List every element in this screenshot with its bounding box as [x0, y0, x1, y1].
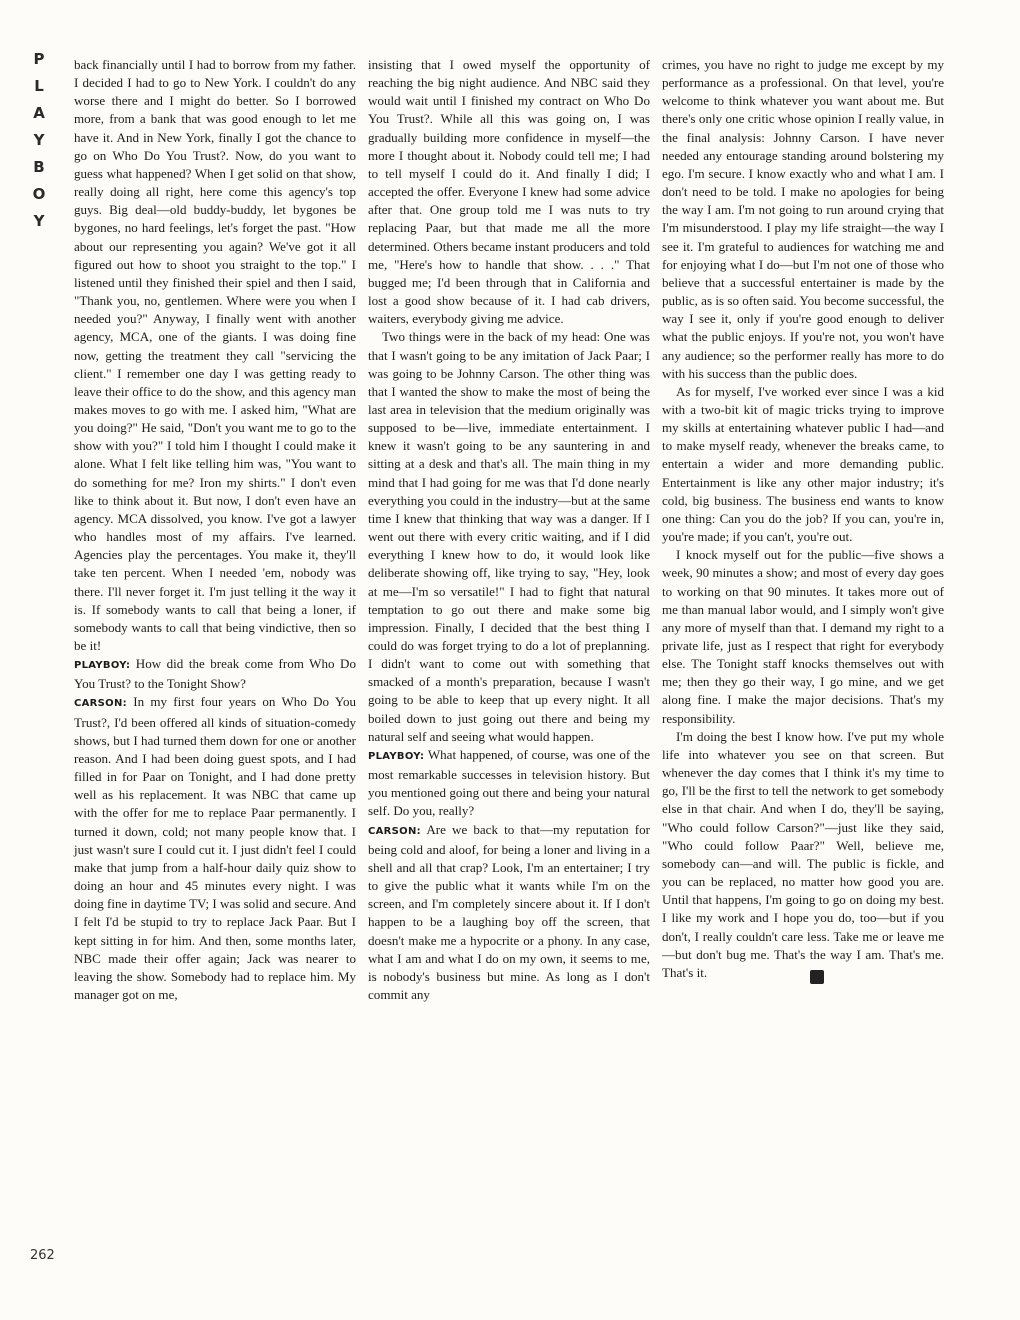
magazine-name-letter: O [32, 185, 46, 203]
question-paragraph [368, 746, 650, 821]
text-column-3 [662, 56, 944, 984]
rabbit-head-icon: ● [810, 970, 824, 984]
speaker-label-playboy: PLAYBOY: [368, 750, 425, 762]
magazine-name-letter: B [33, 158, 45, 176]
magazine-name-letter: Y [33, 212, 45, 230]
text-column-1 [74, 56, 356, 1004]
text-column-2 [368, 56, 650, 1004]
speaker-label-carson: CARSON: [74, 698, 127, 710]
paragraph [662, 728, 944, 984]
question-text: What happened, of course, was one of the most remarkable successes in television history. But you mentioned going out there and being your natural self. Do you, really? [368, 746, 650, 819]
paragraph: As for myself, I've worked ever since I was a kid with a two-bit kit of magic tricks trying to improve my skills at entertaining whatever public I had—and to make myself ready, whenever the breaks came, to entertain a wider and more demanding public. Entertainment is like any other major industry; it's cold, big business. The business end wants to know one thing: Can you do the job? If you can, you're in, you're made; if you can't, you're out. [662, 383, 944, 545]
answer-paragraph [368, 821, 650, 1005]
question-text: How did the break come from Who Do You Trust? to the Tonight Show? [74, 656, 356, 692]
paragraph: back financially until I had to borrow from my father. I decided I had to go to New York. I couldn't do any worse there and I might do better. So I borrowed more, from a bank that was good enough to let me have it. And in New York, finally I got the chance to go on Who Do You Trust?. Now, do you want to guess what happened? When I get solid on that show, really doing all right, here come this agency's top guys. Big deal—old buddy-buddy, let bygones be bygones, no hard feelings, let's forget the past. "How about our representing you again? We've got it all figured out how to shoot you straight to the top." I listened until they finished their spiel and then I said, "Thank you, no, gentlemen. Where were you when I needed you?" Anyway, I finally went with another agency, MCA, one of the giants. I was doing fine now, getting the treatment they call "servicing the client." I remember one day I was getting ready to leave their office to do the show, and this agency man makes moves to go with me. I asked him, "What are you doing?" He said, "Don't you want me to go to the show with you?" I told him I thought I could make it alone. What I felt like telling him was, "You want to do something for me? Iron my shirts." I don't even like to think about it. But now, I don't even have an agency. MCA dissolved, you know. I've got a lawyer who handles most of my affairs. I've learned. Agencies play the percentages. You make it, they'll take ten percent. When I needed 'em, nobody was there. I'll never forget it. I'm just telling it the way it is. If somebody wants to call that being a loner, if somebody wants to call that being vindictive, then so be it! [74, 57, 356, 653]
magazine-name-letter: P [33, 50, 45, 68]
paragraph: I knock myself out for the public—five shows a week, 90 minutes a show; and most of every day goes to working on that 90 minutes. It takes more out of me than manual labor would, and I simply won't give any more of myself than that. I demand my right to a private life, just as I respect that right for everybody else. The Tonight staff knocks themselves out with me; then they go their way, I go mine, and we get along fine. I make the major decisions. That's my responsibility. [662, 547, 944, 726]
closing-text: I'm doing the best I know how. I've put my whole life into whatever you see on that screen. But whenever the day comes that I think it's my time to go, I'll be the first to tell the network to get somebody else in that chair. And when I do, they'll be saying, "Who could follow Carson?"—just like they said, "Who could follow Paar?" Well, believe me, somebody can—and will. The public is fickle, and you can be replaced, no matter how good you are. Until that happens, I'm going to go on doing my best. I like my work and I hope you do, too—but if you don't, I really couldn't care less. Take me or leave me—but don't bug me. That's the way I am. That's me. That's it. [662, 728, 944, 980]
magazine-name-vertical [24, 52, 54, 229]
answer-paragraph [74, 693, 356, 1004]
magazine-name-letter: A [33, 104, 45, 122]
paragraph: insisting that I owed myself the opportunity of reaching the big night audience. And NBC said they would wait until I finished my contract on Who Do You Trust?. While all this was going on, I was gradually building more confidence in myself—the more I thought about it. Nobody could tell me; I had to tell myself I could do it. And finally I did; I accepted the offer. Everyone I knew had some advice after that. One group told me I was nuts to try replacing Paar, but that made me all the more determined. Others became instant producers and told me, "Here's how to handle that show. . . ." That bugged me; I'd been through that in California and lost a good show because of it. I had cab drivers, waiters, everybody giving me advice. [368, 57, 650, 327]
answer-text: Are we back to that—my reputation for being cold and aloof, for being a loner and living in a shell and all that crap? Look, I'm an entertainer; I try to give the public what it wants while I'm on the screen, and I'm completely sincere about it. If I don't happen to be a laughing boy off the screen, that doesn't make me a hypocrite or a phony. In any case, what I am and what I do on my own, it seems to me, is nobody's business but mine. As long as I don't commit any [368, 821, 650, 1002]
paragraph: crimes, you have no right to judge me except by my performance as a professional. On that level, you're welcome to think whatever you want about me. But there's only one critic whose opinion I really value, in the final analysis: Johnny Carson. I have never needed any entourage standing around bolstering my ego. I'm secure. I know exactly who and what I am. I don't need to be told. I make no apologies for being the way I am. I'm not going to run around crying that I'm misunderstood. I play my life straight—the way I see it. I'm grateful to audiences for watching me and for enjoying what I do—but I'm not one of those who believe that a successful entertainer is made by the public, as is so often said. You become successful, the way I see it, only if you're good enough to deliver what the public enjoys. If you're not, you won't have any audience; so the performer really has more to do with his success than the public does. [662, 57, 944, 381]
speaker-label-playboy: PLAYBOY: [74, 660, 131, 672]
magazine-name-letter: L [34, 77, 44, 95]
paragraph: Two things were in the back of my head: One was that I wasn't going to be any imitation of Jack Paar; I was going to be Johnny Carson. The other thing was that I wanted the show to make the most of being the last area in television that the medium originally was supposed to be—live, immediate entertainment. I knew it wasn't going to be any sauntering in and sitting at a desk and that's all. The main thing in my mind that I had going for me was that I'd done nearly everything you could in the industry—but at the same time I knew that thinking that way was a danger. If I went out there with every critic waiting, and if I did everything I knew how to do, it would look like deliberate showing off, like trying to say, "Hey, look at me—I'm so versatile!" I had to fight that natural temptation to go out there and make some big impression. Finally, I decided that the best thing I could do was forget trying to do a lot of preplanning. I didn't want to come out with something that smacked of a month's preparation, because I wasn't going to be able to keep that up every night. It all boiled down to just going out there and being my natural self and seeing what would happen. [368, 329, 650, 744]
answer-text: In my first four years on Who Do You Trust?, I'd been offered all kinds of situation-comedy shows, but I had turned them down for one or another reason. And I had been doing guest spots, and I had filled in for Paar on Tonight, and I had done pretty well as his replacement. It was NBC that came up with the offer for me to replace Paar permanently. I turned it down, cold; not many people know that. I just wasn't sure I could cut it. I just didn't feel I could make that jump from a half-hour daily quiz show to doing an hour and 45 minutes every night. I was doing fine in daytime TV; I was solid and secure. And I felt I'd be stupid to try to replace Jack Paar. But I kept sitting in for him. And then, some months later, NBC made their offer again; Jack was nearer to leaving the show. Somebody had to replace him. My manager got on me, [74, 694, 356, 1002]
speaker-label-carson: CARSON: [368, 825, 421, 837]
question-paragraph [74, 655, 356, 693]
magazine-name-letter: Y [33, 131, 45, 149]
page-number: 262 [30, 1248, 55, 1263]
